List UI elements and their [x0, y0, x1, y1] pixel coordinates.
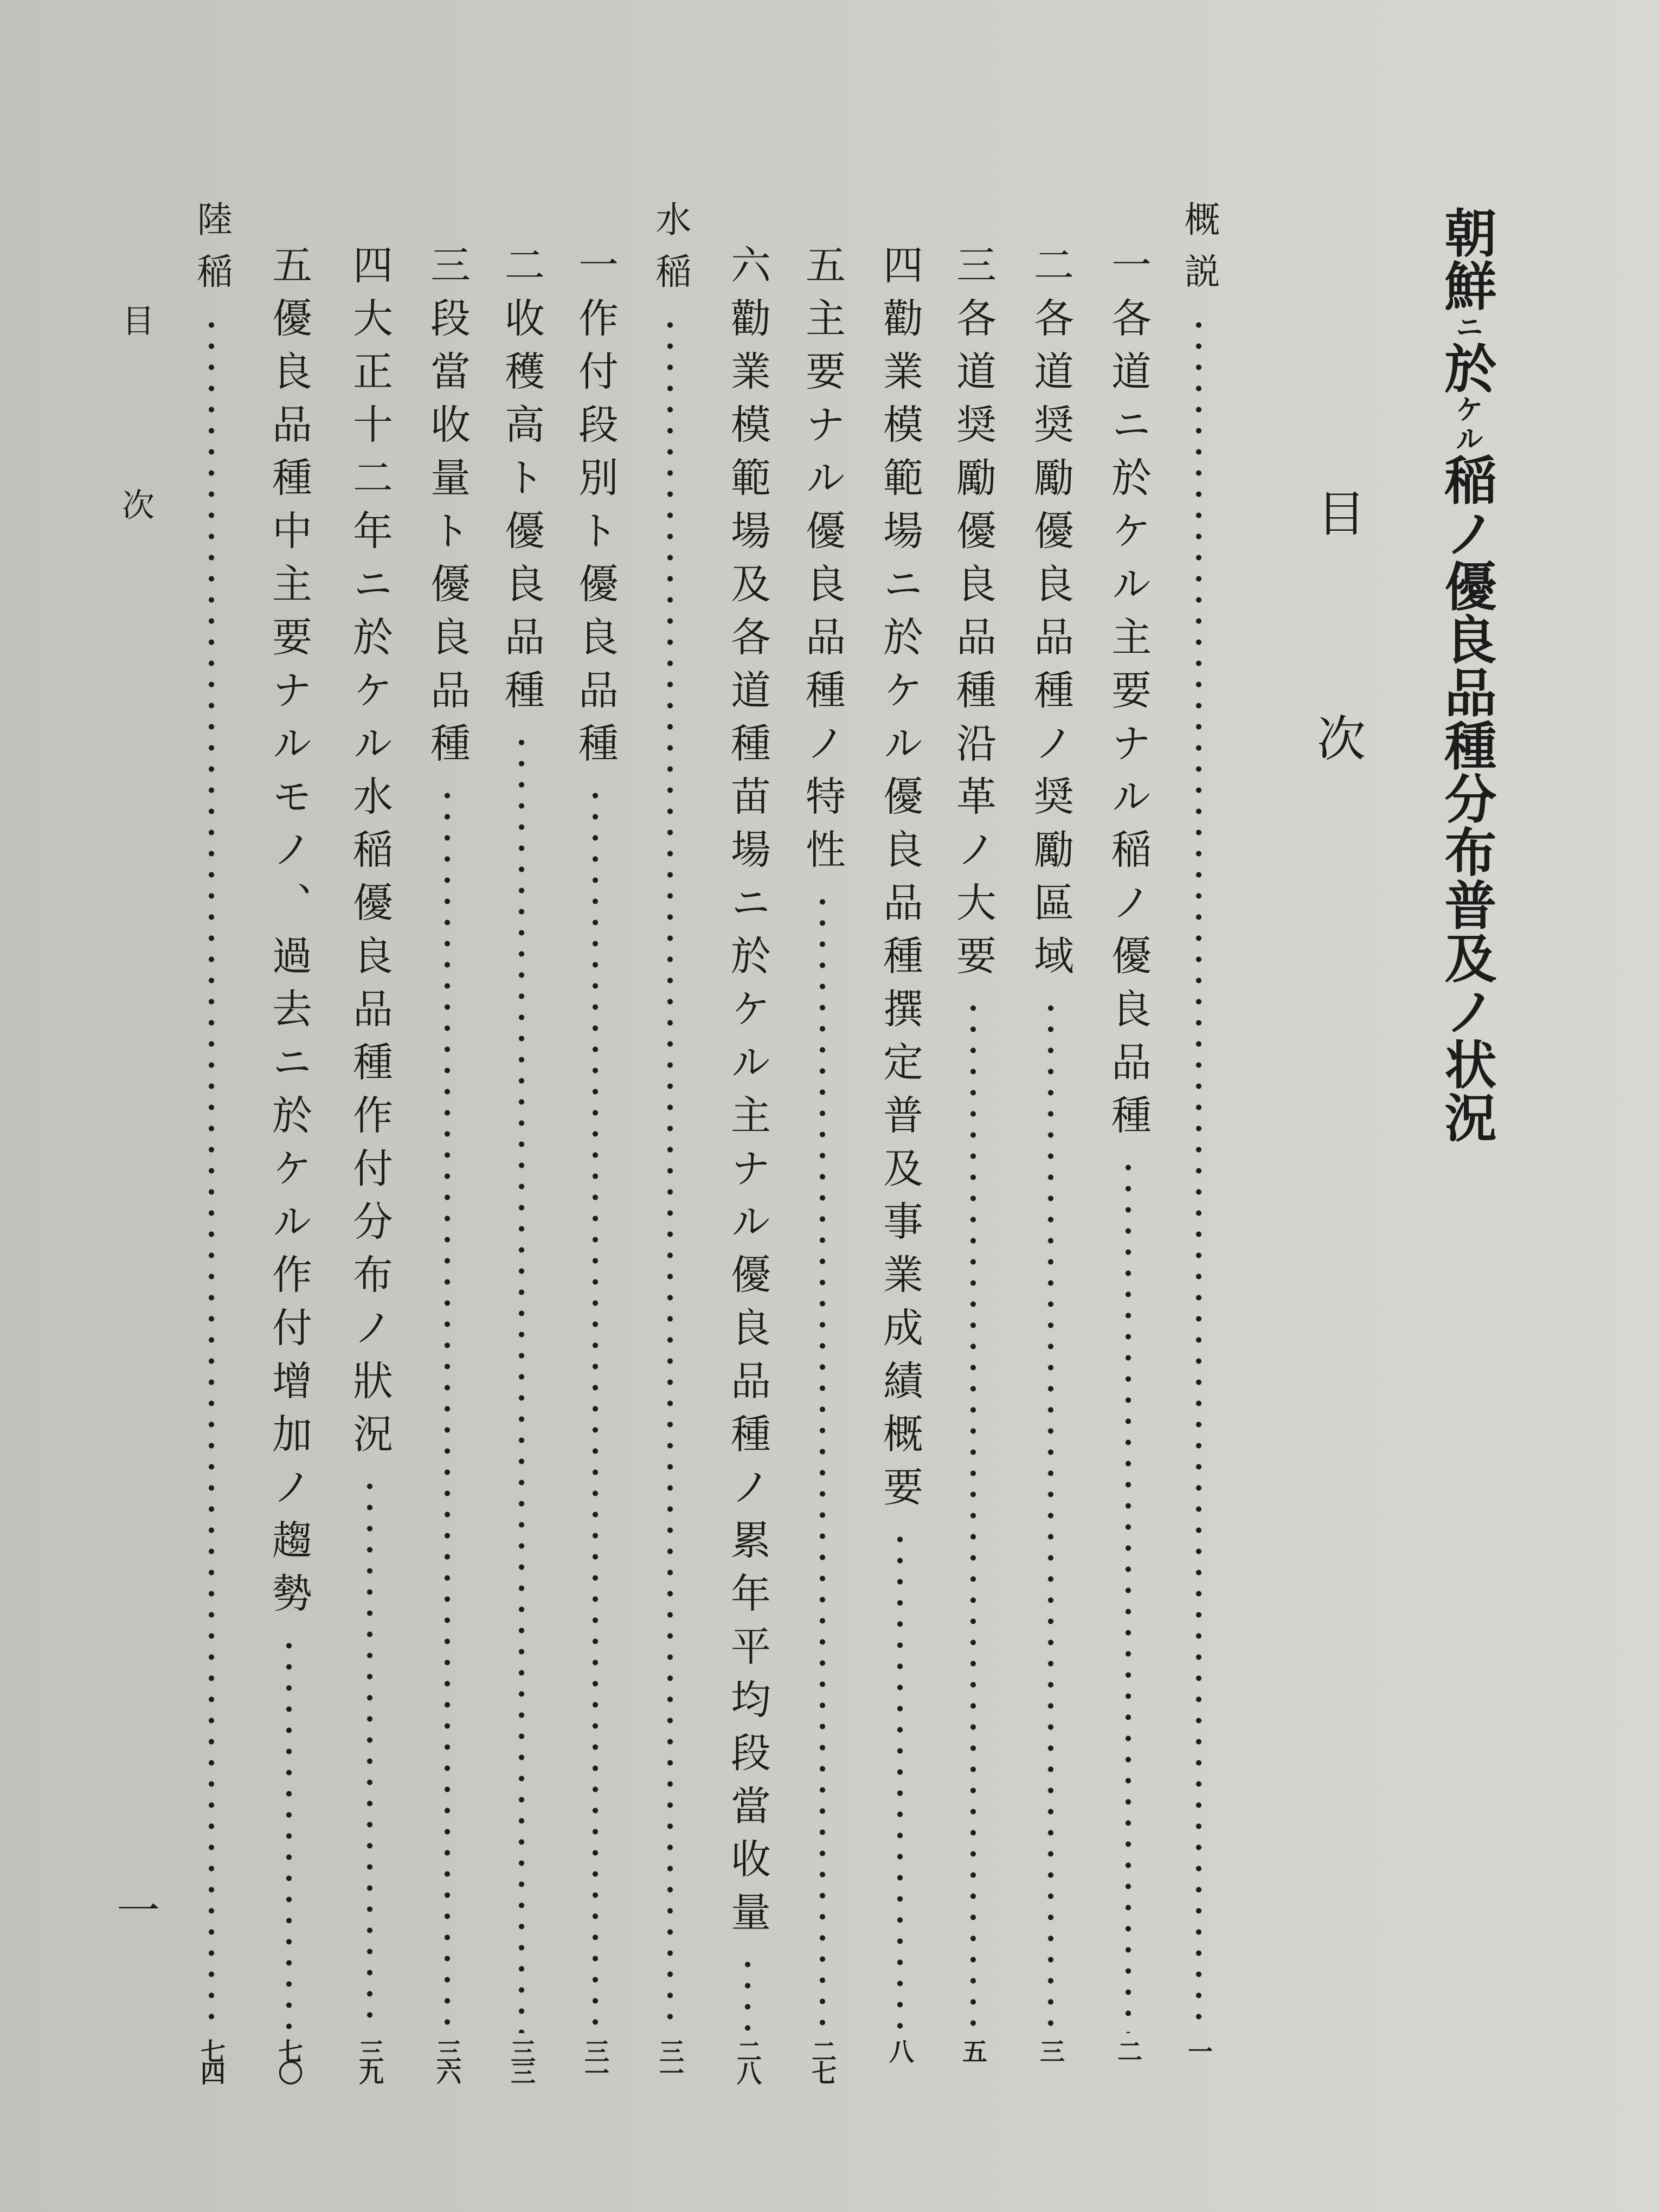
page-number: [1115, 2039, 1141, 2104]
title-part: 稲ノ優良品種分布普及ノ状況: [1436, 453, 1497, 1144]
dot-leader: [1045, 998, 1056, 2033]
entry-number: 五: [799, 244, 846, 284]
page-number: [276, 2039, 302, 2104]
page-number-text: 一: [1184, 2039, 1213, 2060]
page-number: [1186, 2039, 1212, 2104]
book-title: [1437, 206, 1496, 1144]
page-number-text: 三九: [355, 2039, 384, 2082]
toc-heading-2: 次: [1308, 713, 1365, 762]
entry-number: 一: [572, 244, 619, 284]
page-number: [509, 2039, 535, 2104]
entry-number: 六: [724, 244, 771, 284]
page-number-text: 三: [1036, 2039, 1065, 2060]
entry-title: 各道ニ於ケル主要ナル稲ノ優良品種: [1105, 297, 1152, 1147]
page-number-text: 三一: [581, 2039, 610, 2082]
entry-number: 三: [424, 244, 471, 284]
entry-title: 勸業模範場ニ於ケル優良品種撰定普及事業成績概要: [877, 297, 923, 1519]
page-number-text: 七〇: [274, 2039, 304, 2082]
entry-title: 大正十二年ニ於ケル水稲優良品種作付分布ノ狀況: [346, 297, 393, 1466]
title-part: ケル: [1450, 395, 1483, 453]
dot-leader: [516, 732, 527, 2033]
page-number: [960, 2039, 986, 2104]
page-number-text: 二: [1114, 2039, 1143, 2060]
entry-number: 五: [266, 244, 312, 284]
page-number: [887, 2039, 913, 2104]
toc-entry[interactable]: [949, 244, 998, 2104]
page-number-text: 七四: [197, 2039, 226, 2082]
entry-title: 各道奨勵優良品種沿革ノ大要: [950, 297, 996, 988]
section-title: 概説: [1178, 201, 1220, 305]
entry-title: 勸業模範場及各道種苗場ニ於ケル主ナル優良品種ノ累年平均段當收量: [724, 297, 771, 1944]
toc-entry[interactable]: [497, 244, 546, 2104]
toc-heading-1: 目: [1308, 488, 1365, 537]
entry-number: 三: [950, 244, 996, 284]
page-number: [657, 2039, 683, 2104]
page-number-text: 八: [885, 2039, 915, 2060]
page-number-text: 二七: [808, 2039, 837, 2082]
toc-section[interactable]: [646, 201, 695, 2104]
toc-entry[interactable]: [423, 244, 472, 2104]
running-head: 目次: [117, 304, 155, 672]
toc-section[interactable]: [187, 201, 236, 2104]
toc-entry[interactable]: [1026, 244, 1075, 2104]
entry-number: 一: [1105, 244, 1152, 284]
entry-number: 四: [346, 244, 393, 284]
dot-leader: [590, 785, 601, 2033]
toc-entry[interactable]: [876, 244, 924, 2104]
dot-leader: [442, 785, 453, 2033]
toc-entry[interactable]: [345, 244, 394, 2104]
dot-leader: [895, 1529, 905, 2033]
page-number-text: 三一: [655, 2039, 685, 2082]
dot-leader: [665, 314, 676, 2033]
page-number-text: 五: [959, 2039, 988, 2060]
page-number: [357, 2039, 383, 2104]
entry-number: 二: [1027, 244, 1074, 284]
toc-entry[interactable]: [571, 244, 620, 2104]
entry-title: 收穫高ト優良品種: [498, 297, 545, 722]
page-number: [1038, 2039, 1064, 2104]
dot-leader: [206, 314, 217, 2033]
entry-title: 各道奨勵優良品種ノ奨勵區域: [1027, 297, 1074, 988]
entry-title: 作付段別ト優良品種: [572, 297, 619, 775]
section-title: 陸稲: [191, 201, 233, 305]
dot-leader: [364, 1476, 375, 2033]
page-folio: 一: [117, 1886, 160, 1936]
page-number-text: 三三: [507, 2039, 536, 2082]
page-number: [434, 2039, 460, 2104]
toc-entry[interactable]: [798, 244, 847, 2104]
dot-leader: [742, 1954, 753, 2033]
title-part: ニ: [1450, 312, 1483, 342]
entry-title: 優良品種中主要ナルモノ、過去ニ於ケル作付增加ノ趨勢: [266, 297, 312, 1625]
entry-title: 段當收量ト優良品種: [424, 297, 471, 775]
title-part: 於: [1436, 342, 1497, 395]
page-number: [582, 2039, 608, 2104]
toc-entry[interactable]: [1104, 244, 1153, 2104]
section-title: 水稲: [650, 201, 691, 305]
dot-leader: [284, 1635, 294, 2033]
entry-number: 四: [877, 244, 923, 284]
toc-entry[interactable]: [723, 244, 772, 2104]
page-number-text: 二八: [733, 2039, 762, 2082]
page-number-text: 三六: [433, 2039, 462, 2082]
dot-leader: [968, 998, 979, 2033]
dot-leader: [1193, 314, 1204, 2033]
toc-entry[interactable]: [265, 244, 313, 2104]
page-number: [735, 2039, 761, 2104]
dot-leader: [1123, 1157, 1134, 2033]
toc-section[interactable]: [1174, 201, 1223, 2104]
title-part: 朝鮮: [1436, 206, 1497, 312]
entry-number: 二: [498, 244, 545, 284]
dot-leader: [817, 891, 828, 2033]
page-number: [198, 2039, 224, 2104]
entry-title: 主要ナル優良品種ノ特性: [799, 297, 846, 882]
page-number: [809, 2039, 835, 2104]
